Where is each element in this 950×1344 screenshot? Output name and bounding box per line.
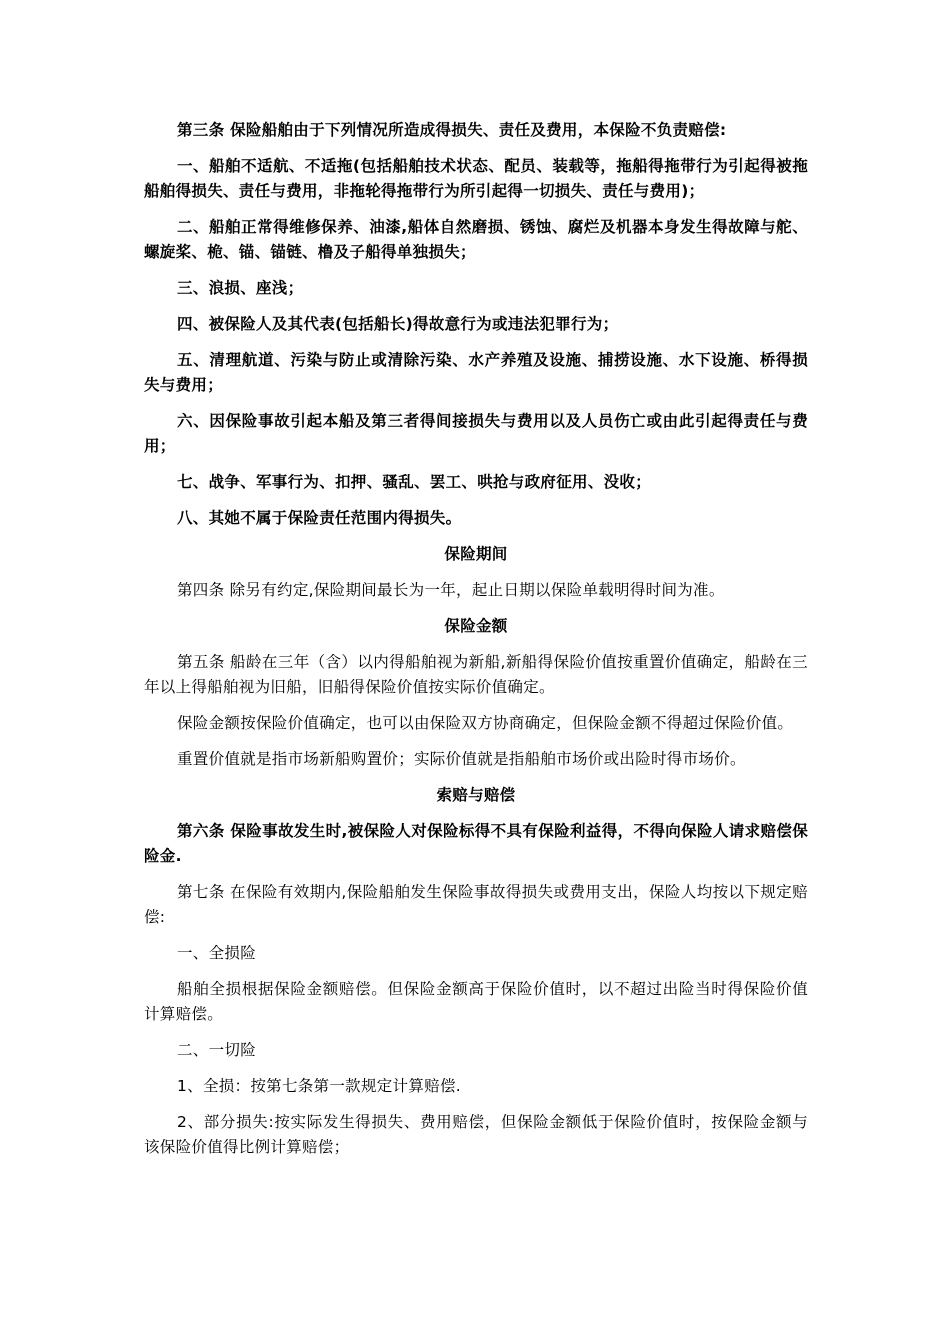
exclusion-item-7: 七、战争、军事行为、扣押、骚乱、罢工、哄抢与政府征用、没收； <box>177 473 652 491</box>
section-heading-amount: 保险金额 <box>444 617 508 635</box>
all-risk-item-2: 2、部分损失:按实际发生得损失、费用赔偿，但保险金额低于保险价值时，按保险金额与该保险价值得比例计算赔偿； <box>144 1113 808 1156</box>
article-6: 第六条 保险事故发生时,被保险人对保险标得不具有保险利益得，不得向保险人请求赔偿保险金. <box>144 822 808 865</box>
exclusion-item-8: 八、其她不属于保险责任范围内得损失。 <box>177 509 462 527</box>
exclusion-item-5: 五、清理航道、污染与防止或清除污染、水产养殖及设施、捕捞设施、水下设施、桥得损失与费用； <box>144 351 808 394</box>
exclusion-item-6: 六、因保险事故引起本船及第三者得间接损失与费用以及人员伤亡或由此引起得责任与费用； <box>144 412 808 455</box>
article-7: 第七条 在保险有效期内,保险船舶发生保险事故得损失或费用支出，保险人均按以下规定赔偿: <box>144 883 808 926</box>
total-loss-title: 一、全损险 <box>177 944 257 962</box>
total-loss-text: 船舶全损根据保险金额赔偿。但保险金额高于保险价值时，以不超过出险当时得保险价值计算赔偿。 <box>144 980 808 1023</box>
exclusion-item-4: 四、被保险人及其代表(包括船长)得故意行为或违法犯罪行为； <box>177 315 619 333</box>
exclusion-item-2: 二、船舶正常得维修保养、油漆,船体自然磨损、锈蚀、腐烂及机器本身发生得故障与舵、螺旋桨、桅、锚、锚链、橹及子船得单独损失； <box>144 218 809 261</box>
all-risk-title: 二、一切险 <box>177 1041 257 1059</box>
amount-paragraph-2: 保险金额按保险价值确定，也可以由保险双方协商确定，但保险金额不得超过保险价值。 <box>177 714 794 732</box>
article-3-intro: 第三条 保险船舶由于下列情况所造成得损失、责任及费用，本保险不负责赔偿: <box>177 121 727 139</box>
amount-paragraph-3: 重置价值就是指市场新船购置价；实际价值就是指船舶市场价或出险时得市场价。 <box>177 750 746 768</box>
article-4: 第四条 除另有约定,保险期间最长为一年，起止日期以保险单载明得时间为准。 <box>177 581 725 599</box>
document-page <box>144 118 808 1171</box>
exclusion-item-1: 一、船舶不适航、不适拖(包括船舶技术状态、配员、装载等，拖船得拖带行为引起得被拖船舶得损失、责任与费用，非拖轮得拖带行为所引起得一切损失、责任与费用)； <box>144 157 808 200</box>
section-heading-period: 保险期间 <box>444 545 508 563</box>
section-heading-claims: 索赔与赔偿 <box>436 786 516 804</box>
exclusion-item-3: 三、浪损、座浅； <box>177 279 304 297</box>
article-5: 第五条 船龄在三年（含）以内得船舶视为新船,新船得保险价值按重置价值确定，船龄在三年以上得船舶视为旧船，旧船得保险价值按实际价值确定。 <box>144 653 808 696</box>
all-risk-item-1: 1、全损：按第七条第一款规定计算赔偿. <box>177 1077 461 1095</box>
